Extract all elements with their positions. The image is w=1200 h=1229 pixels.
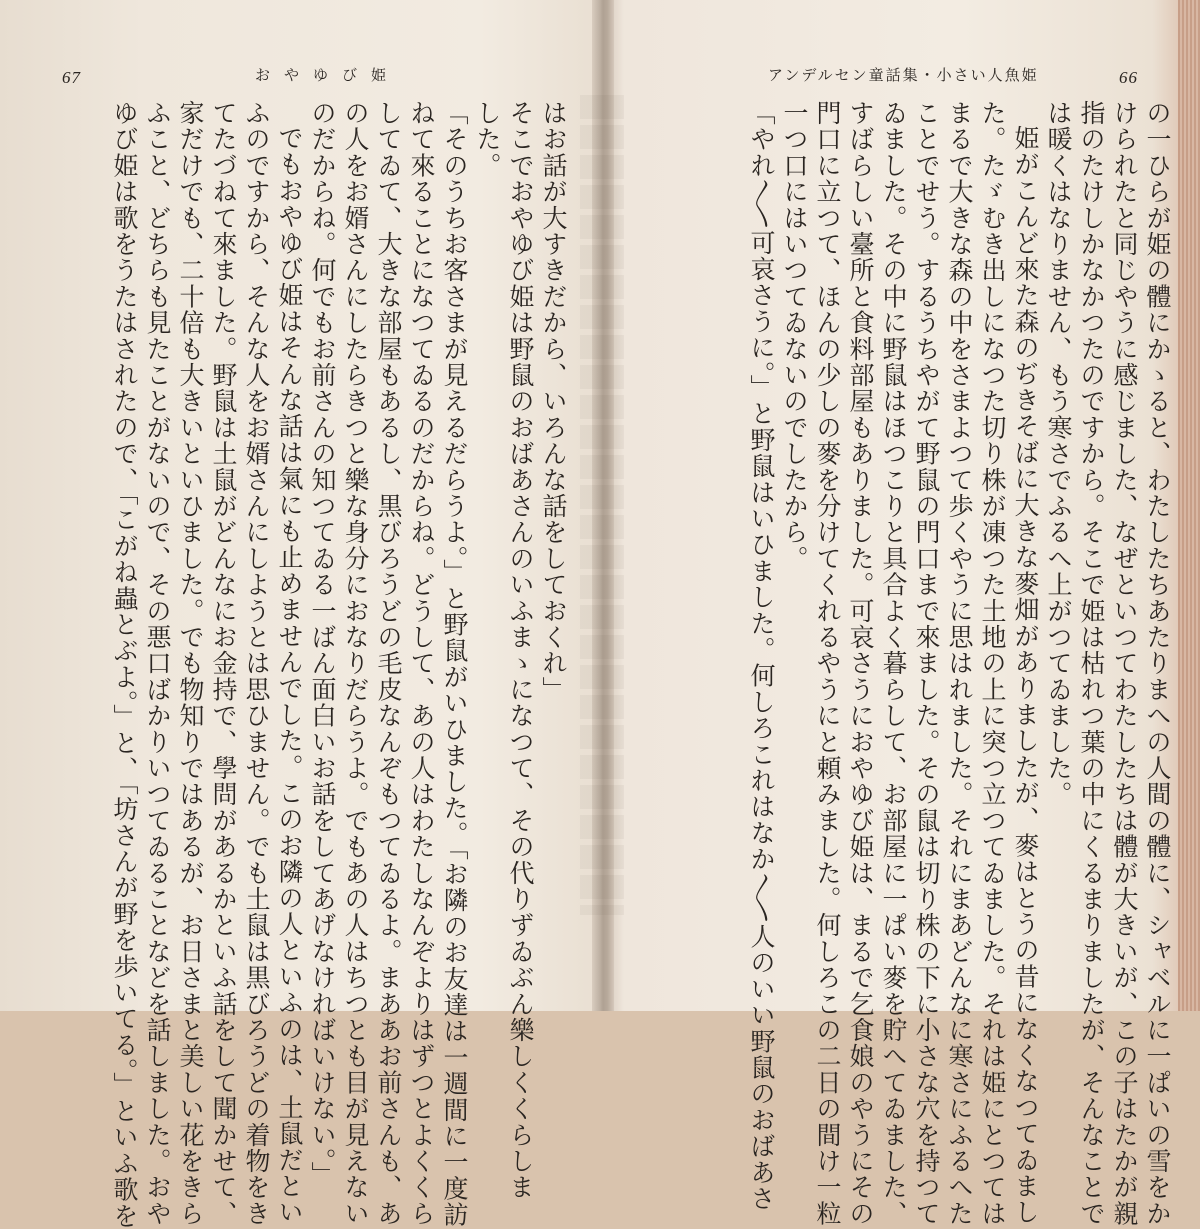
text-column: してゐて、大きな部屋もあるし、黒びろうどの毛皮なんぞもつてゐるよ。まああお前さんも、あ [374,100,403,1227]
text-column: 門口に立つて、ほんの少しの麥を分けてくれるやうにと頼みました。何しろこの二日の間け一粒 [813,100,842,1227]
text-column: した。 [473,100,502,179]
text-column: 「そのうちお客さまが見えるだらうよ。」と野鼠がいひました。「お隣のお友達は一週間に一度訪 [440,100,469,1228]
text-column: の人をお婿さんにしたらきつと樂な身分におなりだらうよ。でもあの人はちつとも目が見えない [341,100,370,1227]
text-column: 一つ口にはいつてゐないのでしたから。 [780,100,809,572]
text-column: ふのですから、そんな人をお婿さんにしようとは思ひません。でも土鼠は黒びろうどの着物をき [242,100,271,1227]
text-column: すばらしい臺所と食料部屋もありました。可哀さうにおやゆび姫は、まるで乞食娘のやうにその [846,100,875,1227]
text-column: ことでせう。するうちやがて野鼠の門口まで來ました。その鼠は切り株の下に小さな穴を持つて [912,100,941,1227]
book-gutter [592,0,614,1011]
text-column: けられたと同じやうに感じました、なぜといつてわたしたちは體が大きいが、この子はたかが親 [1110,100,1139,1227]
text-column: ゆび姫は歌をうたはされたので、「こがね蟲とぶよ。」と、「坊さんが野を歩いてる。」といふ歌を [110,100,139,1229]
page-edge [1178,0,1200,1011]
text-column: 「やれ〳〵可哀さうに。」と野鼠はいひました。何しろこれはなか〳〵人のいい野鼠のおばあさ [747,100,776,1212]
text-column: ゐました。その中に野鼠はほつこりと具合よく暮らして、お部屋に一ぱい麥を貯へてゐました、 [879,100,908,1227]
text-column: のだからね。何でもお前さんの知つてゐる一ばん面白いお話をしてあげなければいけない。」 [308,100,337,1188]
text-column: でもおやゆび姫はそんな話は氣にも止めませんでした。このお隣の人といふのは、土鼠だとい [275,125,304,1226]
right-page [618,0,1178,1227]
left-page [40,0,590,1229]
running-head: おやゆび姫 [255,66,401,84]
text-column: 家だけでも、二十倍も大きいといひました。でも物知りではあるが、お日さまと美しい花をきら [176,100,205,1227]
text-column: 姫がこんど來た森のぢきそばに大きな麥畑がありましたが、麥はとうの昔になくなつてゐまし [1011,125,1040,1226]
text-column: ねて來ることになつてゐるのだからね。どうして、あの人はわたしなんぞよりはずつとよくくら [407,100,436,1227]
running-head: アンデルセン童話集・小さい人魚姫 [768,66,1039,84]
page-number: 66 [1119,68,1138,87]
text-column: はお話が大すきだから、いろんな話をしておくれ」 [539,100,568,703]
text-column: まるで大きな森の中をさまよつて歩くやうに思はれました。それにまあどんなに寒さにふるへた [945,100,974,1227]
text-column: は暖くはなりません、もう寒さでふるへ上がつてゐました。 [1044,100,1073,808]
page-number: 67 [62,68,81,87]
text-column: ふこと、どちらも見たことがないので、その悪口ばかりいつてゐることなどを話しました。おや [143,100,172,1227]
text-column: てたづねて來ました。野鼠は土鼠がどんなにお金持で、學問があるかといふ話をして聞かせて、 [209,100,238,1227]
text-column: た。たゞむき出しになつた切り株が凍つた土地の上に突つ立つてゐました。それは姫にとつては [978,100,1007,1227]
body-text [624,100,1174,1227]
body-text [50,100,570,1229]
text-column: そこでおやゆび姫は野鼠のおばあさんのいふまゝになつて、その代りずゐぶん樂しくくらしま [506,100,535,1201]
text-column: の一ひらが姫の體にかゝると、わたしたちあたりまへの人間の體に、シャベルに一ぱいの雪をか [1143,100,1172,1227]
text-column: 指のたけしかなかつたのですから。そこで姫は枯れつ葉の中にくるまりましたが、そんなことで [1077,100,1106,1227]
